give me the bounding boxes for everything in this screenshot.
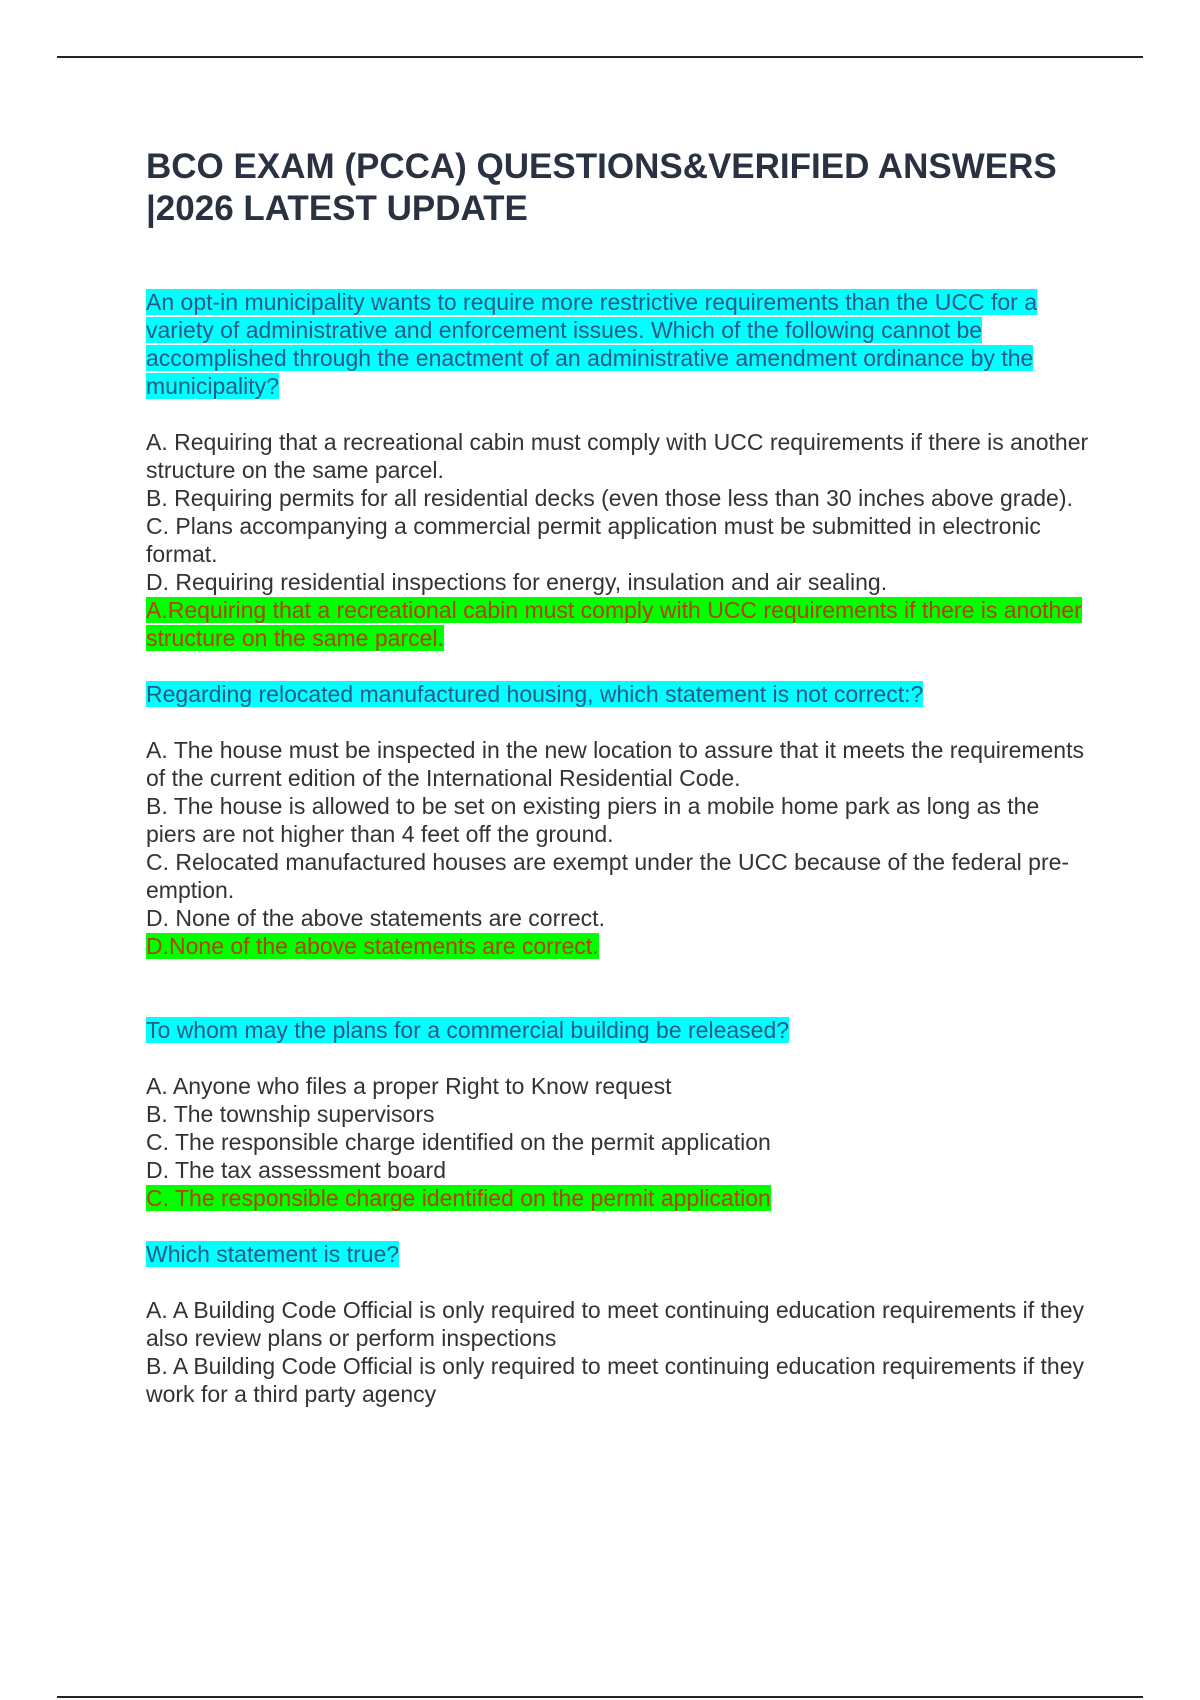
answer-highlight: C. The responsible charge identified on the permit application bbox=[146, 1185, 771, 1211]
option-a: A. A Building Code Official is only required to meet continuing education requirements if they also review plans or perform inspections bbox=[146, 1297, 1085, 1351]
option-b: B. The township supervisors bbox=[146, 1101, 435, 1127]
question-text bbox=[146, 680, 1091, 708]
answer-text bbox=[146, 932, 1091, 960]
qa-block bbox=[146, 680, 1091, 960]
qa-block bbox=[146, 288, 1091, 652]
answer-text bbox=[146, 1184, 1091, 1212]
option-d: D. Requiring residential inspections for energy, insulation and air sealing. bbox=[146, 569, 888, 595]
document-title: BCO EXAM (PCCA) QUESTIONS&VERIFIED ANSWERS |2026 LATEST UPDATE bbox=[146, 147, 1057, 228]
answer-text bbox=[146, 596, 1091, 652]
answer-highlight: D.None of the above statements are correct. bbox=[146, 933, 599, 959]
bottom-rule bbox=[57, 1696, 1143, 1698]
question-highlight: Regarding relocated manufactured housing, which statement is not correct:? bbox=[146, 681, 924, 707]
top-rule bbox=[57, 56, 1143, 58]
question-text bbox=[146, 1016, 1091, 1044]
option-d: D. The tax assessment board bbox=[146, 1157, 446, 1183]
option-b: B. A Building Code Official is only required to meet continuing education requirements if they work for a third party agency bbox=[146, 1353, 1085, 1407]
options-list bbox=[146, 1072, 1091, 1184]
option-c: C. The responsible charge identified on the permit application bbox=[146, 1129, 771, 1155]
options-list bbox=[146, 1296, 1091, 1408]
option-a: A. The house must be inspected in the new location to assure that it meets the requirements of the current edition of the International Residential Code. bbox=[146, 737, 1084, 791]
option-b: B. The house is allowed to be set on existing piers in a mobile home park as long as the piers are not higher than 4 feet off the ground. bbox=[146, 793, 1040, 847]
answer-highlight: A.Requiring that a recreational cabin must comply with UCC requirements if there is another structure on the same parcel. bbox=[146, 597, 1082, 651]
option-b: B. Requiring permits for all residential decks (even those less than 30 inches above grade). bbox=[146, 485, 1073, 511]
question-highlight: An opt-in municipality wants to require more restrictive requirements than the UCC for a variety of administrative and enforcement issues. Which of the following cannot be accomplished through the enactment of an administrative amendment ordinance by the municipality? bbox=[146, 289, 1037, 399]
question-highlight: To whom may the plans for a commercial building be released? bbox=[146, 1017, 790, 1043]
option-d: D. None of the above statements are correct. bbox=[146, 905, 605, 931]
qa-block bbox=[146, 1240, 1091, 1408]
option-c: C. Relocated manufactured houses are exempt under the UCC because of the federal pre-emption. bbox=[146, 849, 1070, 903]
question-text bbox=[146, 288, 1091, 400]
document-body bbox=[146, 146, 1091, 1408]
question-text bbox=[146, 1240, 1091, 1268]
options-list bbox=[146, 736, 1091, 932]
option-a: A. Requiring that a recreational cabin must comply with UCC requirements if there is another structure on the same parcel. bbox=[146, 429, 1089, 483]
option-c: C. Plans accompanying a commercial permit application must be submitted in electronic format. bbox=[146, 513, 1041, 567]
qa-block bbox=[146, 1016, 1091, 1212]
question-highlight: Which statement is true? bbox=[146, 1241, 400, 1267]
options-list bbox=[146, 428, 1091, 596]
option-a: A. Anyone who files a proper Right to Know request bbox=[146, 1073, 672, 1099]
